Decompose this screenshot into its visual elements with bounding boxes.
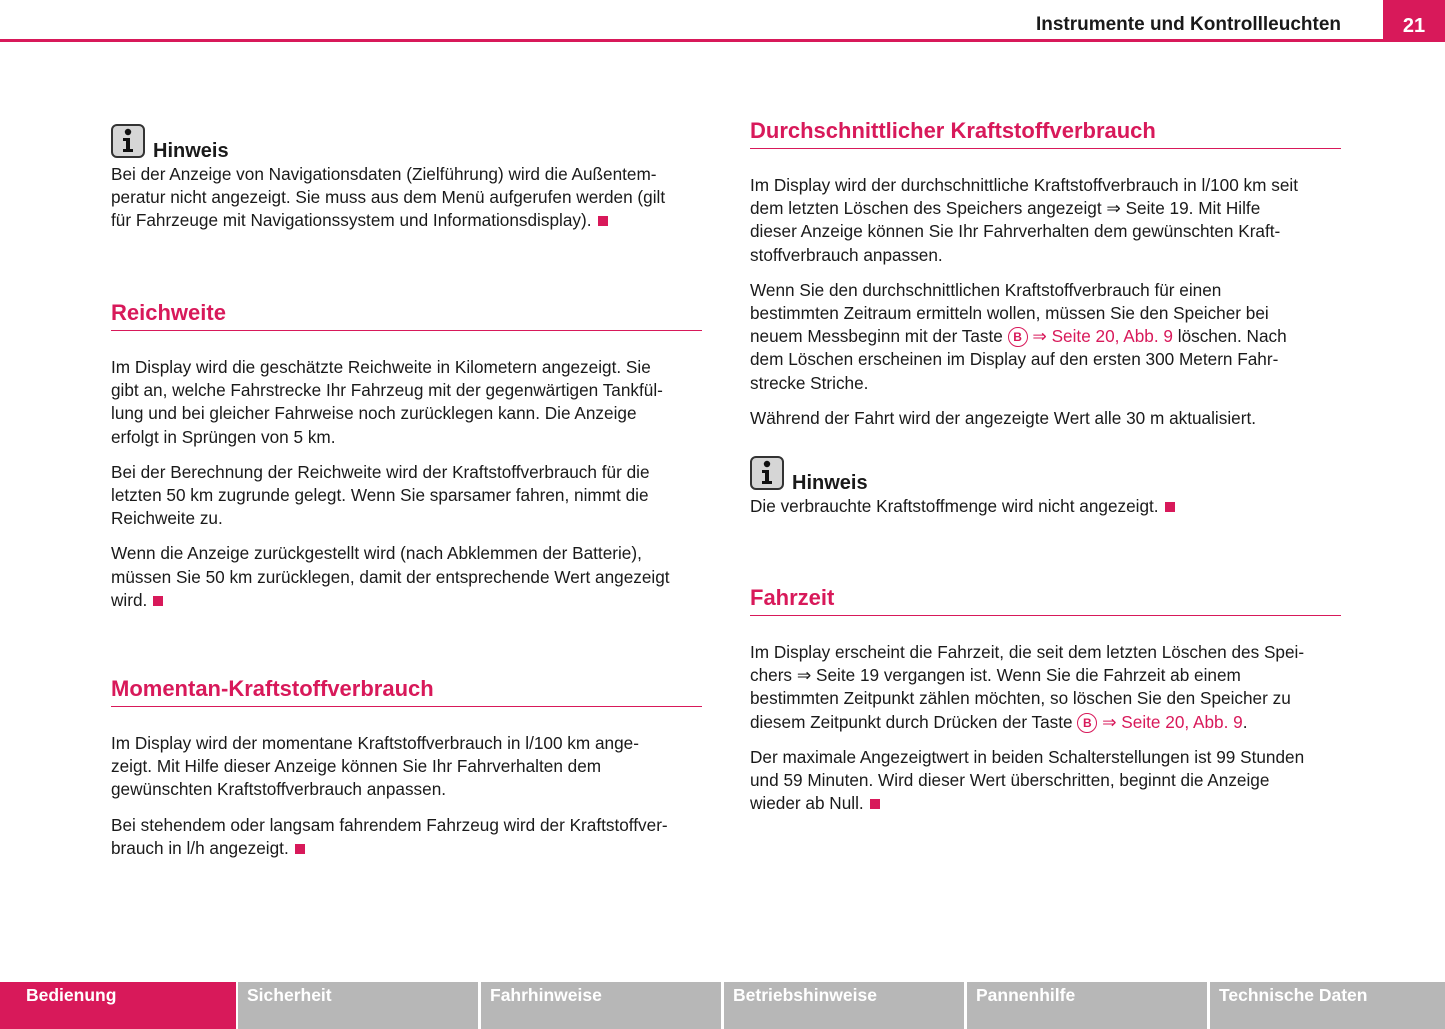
paragraph: Wenn Sie den durchschnittlichen Kraftstoffverbrauch für einen bestimmten Zeitraum ermitteln wollen, müssen Sie den Speicher bei neuem Messbeginn mit der Taste B ⇒ Seite 20, Abb. 9 löschen. Nach dem Löschen erscheinen im Display auf den ersten 300 Metern Fahr- strecke Striche. [750,279,1287,393]
hint-block-left [111,124,702,233]
tab-bedienung[interactable]: Bedienung [0,982,236,1029]
end-marker [153,596,163,606]
info-icon [111,124,145,158]
tab-technische-daten[interactable]: Technische Daten [1210,982,1445,1029]
key-b-icon: B [1077,713,1097,733]
section-title: Fahrzeit [750,585,1341,616]
hint-label: Hinweis [792,472,868,494]
section-reichweite [111,300,702,612]
section-title: Reichweite [111,300,702,331]
section-fahrzeit [750,585,1341,815]
page-number: 21 [1383,0,1445,42]
key-b-icon: B [1008,327,1028,347]
chapter-title: Instrumente und Kontrollleuchten [1035,14,1341,35]
hint-text: Bei der Anzeige von Navigationsdaten (Zielführung) wird die Außentem- peratur nicht angezeigt. Sie muss aus dem Menü aufgerufen werden (gilt für Fahrzeuge mit Navigationssystem und Informationsdisplay). [111,164,666,231]
paragraph: Im Display erscheint die Fahrzeit, die seit dem letzten Löschen des Spei- chers ⇒ Seite 19 vergangen ist. Wenn Sie die Fahrzeit ab einem bestimmten Zeitpunkt zählen möchten, so löschen Sie den Speicher zu diesem Zeitpunkt durch Drücken der Taste B ⇒ Seite 20, Abb. 9. [750,642,1305,732]
section-title: Momentan-Kraftstoffverbrauch [111,676,702,707]
tab-sicherheit[interactable]: Sicherheit [238,982,478,1029]
paragraph: Bei der Berechnung der Reichweite wird der Kraftstoffverbrauch für die letzten 50 km zugrunde gelegt. Wenn Sie sparsamer fahren, nimmt die Reichweite zu. [111,461,650,529]
tab-pannenhilfe[interactable]: Pannenhilfe [967,982,1207,1029]
paragraph: Im Display wird der durchschnittliche Kraftstoffverbrauch in l/100 km seit dem letzten Löschen des Speichers angezeigt ⇒ Seite 19. Mit Hilfe dieser Anzeige können Sie Ihr Fahrverhalten dem gewünschten Kraft- stoffverbrauch anpassen. [750,175,1298,265]
end-marker [1165,502,1175,512]
end-marker [295,844,305,854]
paragraph: Während der Fahrt wird der angezeigte Wert alle 30 m aktualisiert. [750,407,1256,428]
paragraph: Im Display wird der momentane Kraftstoffverbrauch in l/100 km ange- zeigt. Mit Hilfe dieser Anzeige können Sie Ihr Fahrverhalten dem gewünschten Kraftstoffverbrauch anpassen. [111,733,639,800]
info-icon [750,456,784,490]
hint-text: Die verbrauchte Kraftstoffmenge wird nicht angezeigt. [750,495,1341,518]
section-durchschnitt [750,118,1341,430]
paragraph: Der maximale Angezeigtwert in beiden Schalterstellungen ist 99 Stunden und 59 Minuten. Wird dieser Wert überschritten, beginnt die Anzeige wieder ab Null. [750,746,1305,814]
reference-arrow: ⇒ [796,665,812,686]
paragraph: Bei stehendem oder langsam fahrendem Fahrzeug wird der Kraftstoffver- brauch in l/h angezeigt. [111,814,668,858]
hint-block-right [750,456,1341,518]
section-momentan [111,676,702,860]
end-marker [870,799,880,809]
footer-nav [0,982,1445,1029]
page-reference-link[interactable]: ⇒ Seite 20, Abb. 9 [1097,711,1243,732]
paragraph: Wenn die Anzeige zurückgestellt wird (nach Abklemmen der Batterie), müssen Sie 50 km zurücklegen, damit der entsprechende Wert angezeigt wird. [111,543,670,610]
header-rule [0,39,1383,42]
section-title: Durchschnittlicher Kraftstoffverbrauch [750,118,1341,149]
page-reference-link[interactable]: ⇒ Seite 20, Abb. 9 [1027,326,1173,347]
tab-fahrhinweise[interactable]: Fahrhinweise [481,982,721,1029]
end-marker [598,216,608,226]
reference-arrow: ⇒ [1106,198,1121,219]
tab-betriebshinweise[interactable]: Betriebshinweise [724,982,964,1029]
hint-label: Hinweis [153,140,229,162]
paragraph: Im Display wird die geschätzte Reichweite in Kilometern angezeigt. Sie gibt an, welche Fahrstrecke Ihr Fahrzeug mit der gegenwärtigen Tankfül- lung und bei gleicher Fahrweise noch zurücklegen kann. Die Anzeige erfolgt in Sprüngen von 5 km. [111,357,663,447]
